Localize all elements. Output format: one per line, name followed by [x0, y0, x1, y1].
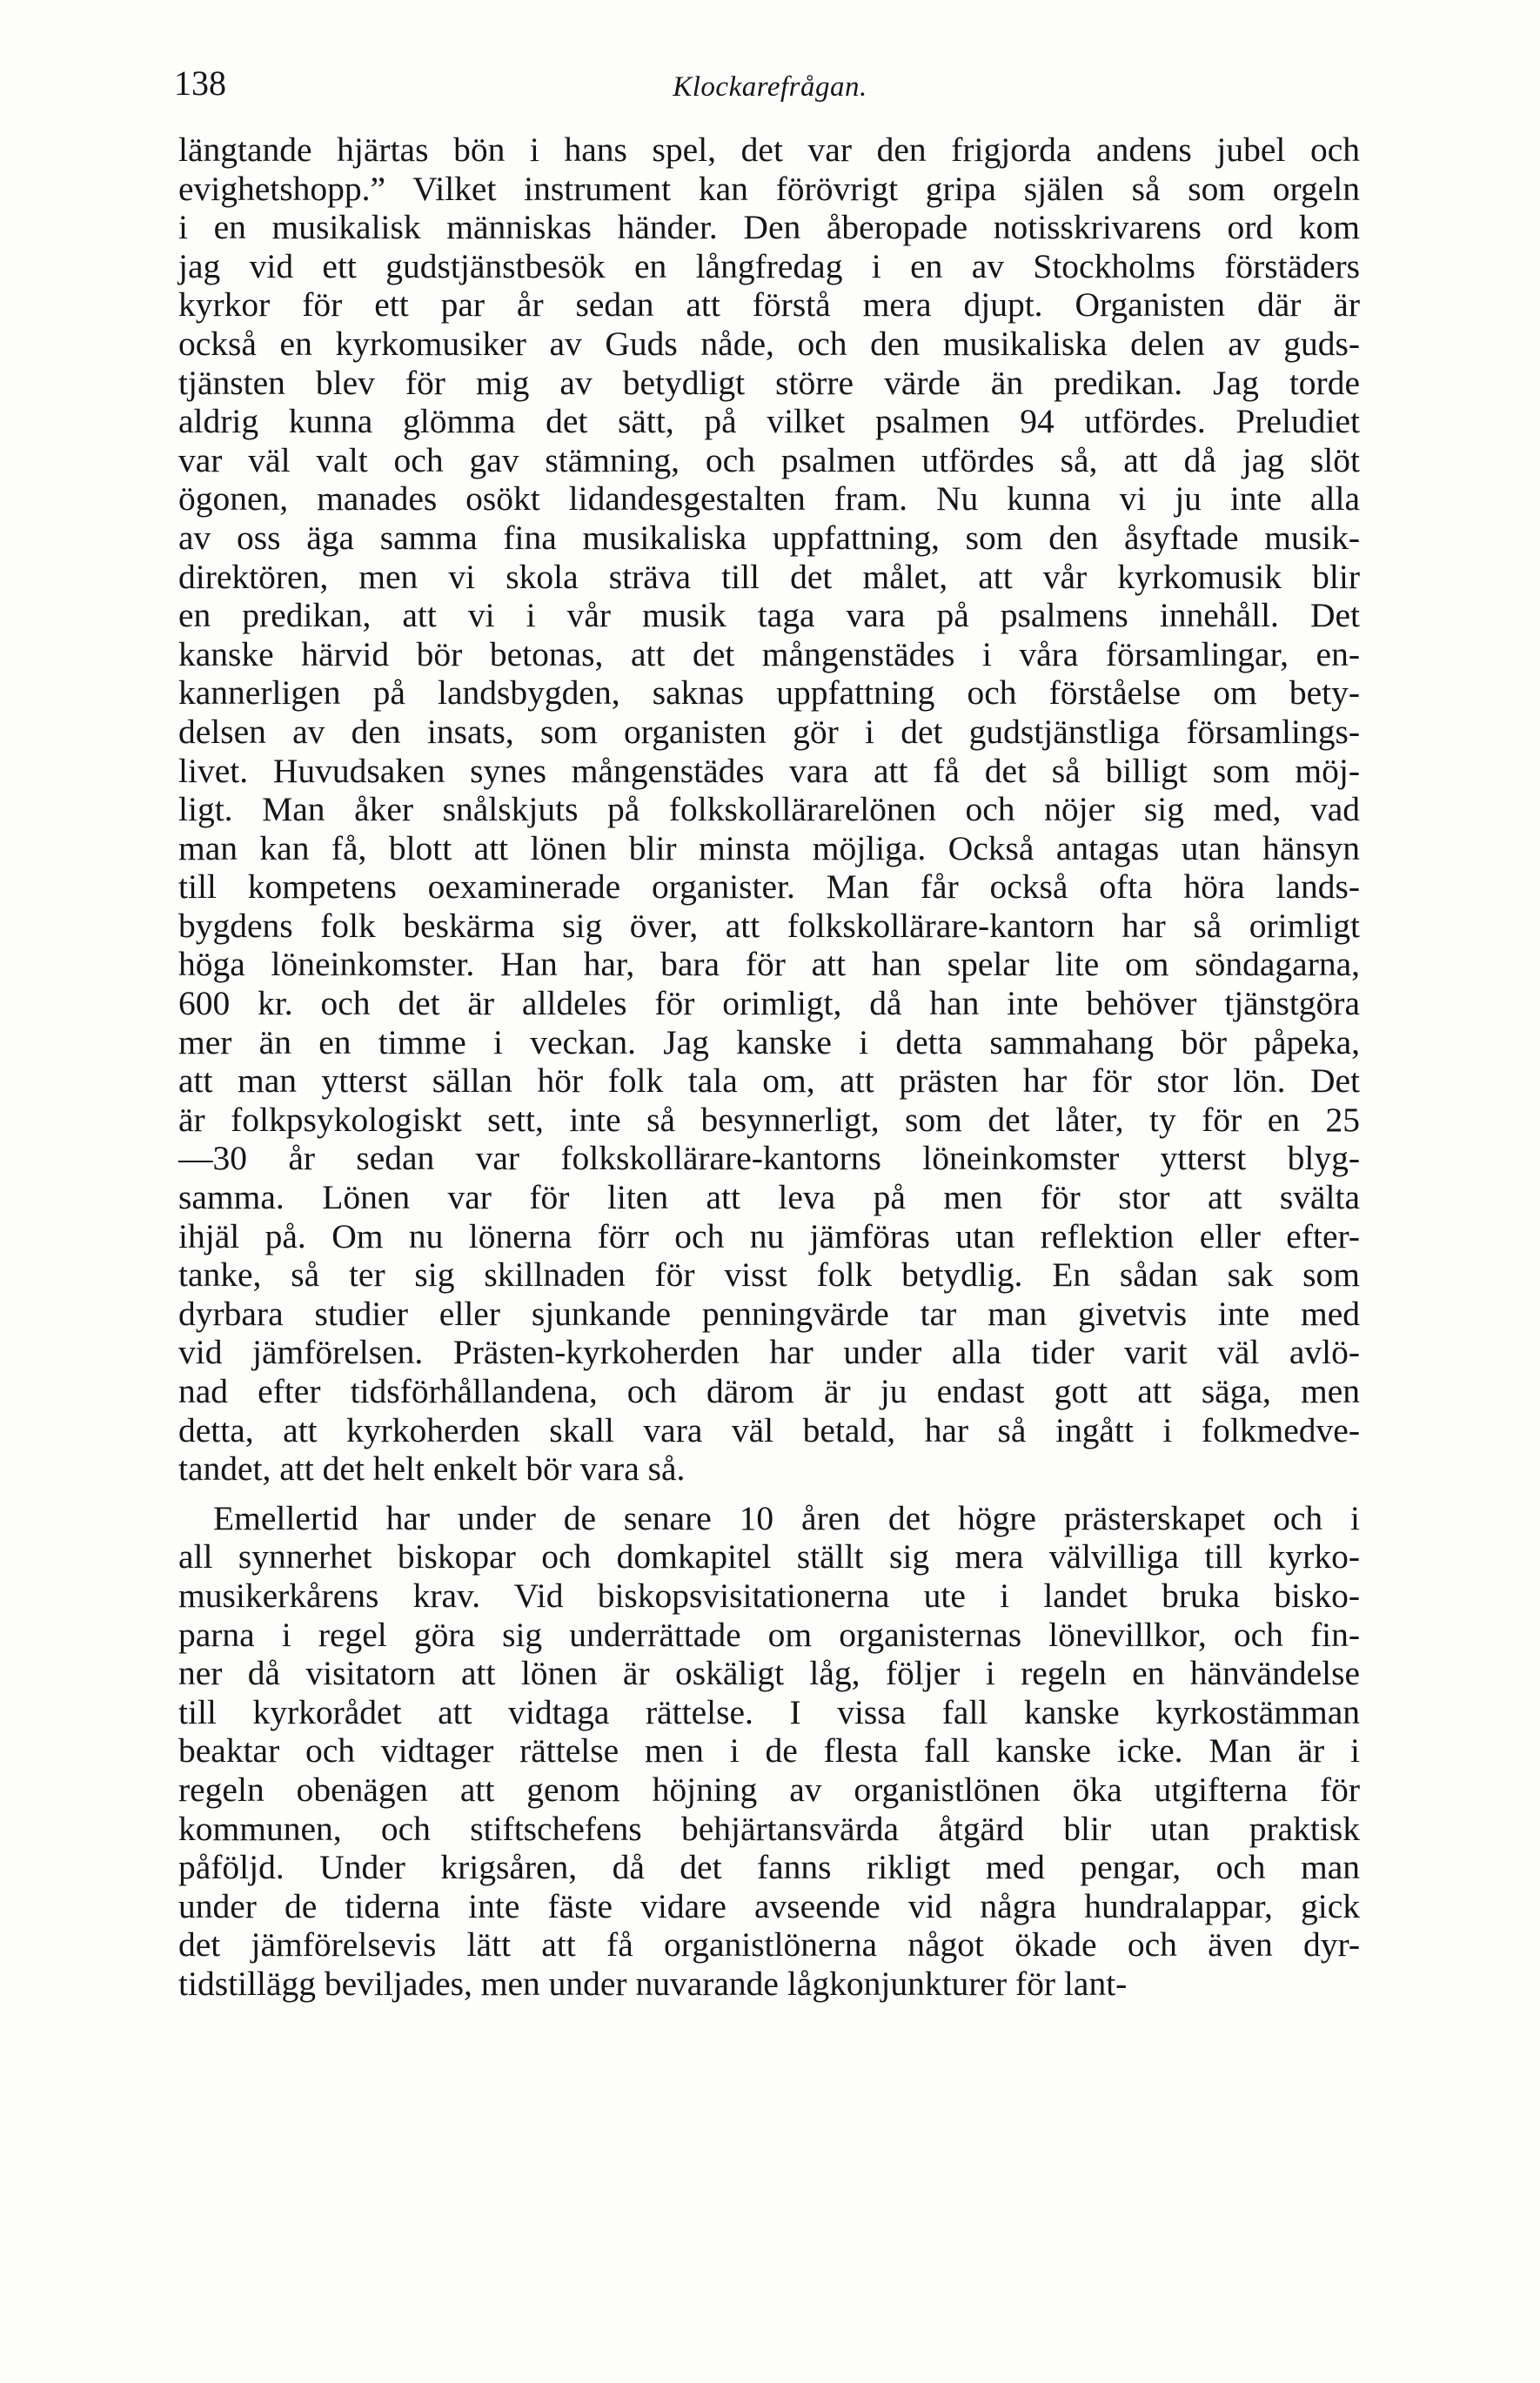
text-line: musikerkårens krav. Vid biskopsvisitationerna ute i landet bruka bisko-	[178, 1576, 1360, 1615]
text-line: dyrbara studier eller sjunkande penningvärde tar man givetvis inte med	[178, 1294, 1360, 1333]
text-line: under de tiderna inte fäste vidare avseende vid några hundralappar, gick	[178, 1886, 1360, 1925]
text-line: kannerligen på landsbygden, saknas uppfattning och förståelse om bety-	[178, 673, 1360, 713]
text-line: vid jämförelsen. Prästen-kyrkoherden har under alla tider varit väl avlö-	[178, 1333, 1360, 1372]
text-line: var väl valt och gav stämning, och psalmen utfördes så, att då jag slöt	[178, 440, 1360, 479]
text-line: av oss äga samma fina musikaliska uppfattning, som den åsyftade musik-	[178, 518, 1360, 557]
text-line: ögonen, manades osökt lidandesgestalten fram. Nu kunna vi ju inte alla	[178, 479, 1360, 519]
text-line: tidstillägg beviljades, men under nuvarande lågkonjunkturer för lant-	[178, 1964, 1128, 2003]
text-line: livet. Huvudsaken synes mångenstädes vara att få det så billigt som möj-	[178, 751, 1360, 790]
text-line: ligt. Man åker snålskjuts på folkskollärarelönen och nöjer sig med, vad	[178, 790, 1360, 829]
text-line: tandet, att det helt enkelt bör vara så.	[178, 1449, 686, 1489]
text-line: direktören, men vi skola sträva till det målet, att vår kyrkomusik blir	[178, 557, 1360, 596]
text-line: till kyrkorådet att vidtaga rättelse. I vissa fall kanske kyrkostämman	[178, 1692, 1360, 1731]
text-line: ihjäl på. Om nu lönerna förr och nu jämföras utan reflektion eller efter-	[178, 1216, 1360, 1255]
text-line: detta, att kyrkoherden skall vara väl betald, har så ingått i folkmedve-	[178, 1410, 1360, 1449]
text-line: Emellertid har under de senare 10 åren det högre prästerskapet och i	[213, 1498, 1360, 1537]
text-line: 600 kr. och det är alldeles för orimligt, då han inte behöver tjänstgöra	[178, 984, 1360, 1023]
paragraph-2	[178, 1499, 1360, 2004]
text-line: aldrig kunna glömma det sätt, på vilket psalmen 94 utfördes. Preludiet	[178, 402, 1360, 441]
text-line: —30 år sedan var folkskollärare-kantorns löneinkomster ytterst blyg-	[178, 1139, 1360, 1178]
text-line: man kan få, blott att lönen blir minsta möjliga. Också antagas utan hänsyn	[178, 828, 1360, 867]
text-line: till kompetens oexaminerade organister. Man får också ofta höra lands-	[178, 867, 1360, 907]
text-line: längtande hjärtas bön i hans spel, det var den frigjorda andens jubel och	[178, 131, 1360, 169]
text-line: kommunen, och stiftschefens behjärtansvärda åtgärd blir utan praktisk	[178, 1809, 1360, 1848]
text-line: delsen av den insats, som organisten gör i det gudstjänstliga församlings-	[178, 712, 1360, 751]
text-line: påföljd. Under krigsåren, då det fanns rikligt med pengar, och man	[178, 1848, 1360, 1887]
text-line: kyrkor för ett par år sedan att förstå mera djupt. Organisten där är	[178, 285, 1360, 325]
text-line: är folkpsykologiskt sett, inte så besynnerligt, som det låter, ty för en 25	[178, 1100, 1360, 1139]
paragraph-1	[178, 131, 1360, 1489]
text-line: att man ytterst sällan hör folk tala om, att prästen har för stor lön. Det	[178, 1061, 1360, 1101]
text-line: jag vid ett gudstjänstbesök en långfredag i en av Stockholms förstäders	[178, 246, 1360, 285]
running-title: Klockarefrågan.	[673, 71, 867, 103]
text-line: i en musikalisk människas händer. Den åberopade notisskrivarens ord kom	[178, 208, 1360, 247]
text-line: höga löneinkomster. Han har, bara för att han spelar lite om söndagarna,	[178, 945, 1360, 984]
text-line: samma. Lönen var för liten att leva på men för stor att svälta	[178, 1178, 1360, 1217]
page-number: 138	[174, 64, 226, 103]
body-text	[178, 131, 1360, 2004]
text-line: nad efter tidsförhållandena, och därom är ju endast gott att säga, men	[178, 1372, 1360, 1410]
text-line: tanke, så ter sig skillnaden för visst folk betydlig. En sådan sak som	[178, 1255, 1360, 1295]
text-line: parna i regel göra sig underrättade om organisternas lönevillkor, och fin-	[178, 1615, 1360, 1654]
text-line: evighetshopp.” Vilket instrument kan förövrigt gripa själen så som orgeln	[178, 169, 1360, 208]
text-line: all synnerhet biskopar och domkapitel ställt sig mera välvilliga till kyrko-	[178, 1537, 1360, 1576]
text-line: också en kyrkomusiker av Guds nåde, och den musikaliska delen av guds-	[178, 324, 1360, 363]
text-line: bygdens folk beskärma sig över, att folkskollärare-kantorn har så orimligt	[178, 906, 1360, 945]
text-line: tjänsten blev för mig av betydligt större värde än predikan. Jag torde	[178, 363, 1360, 402]
text-line: det jämförelsevis lätt att få organistlönerna något ökade och även dyr-	[178, 1925, 1360, 1965]
text-line: beaktar och vidtager rättelse men i de flesta fall kanske icke. Man är i	[178, 1731, 1360, 1771]
running-head	[174, 61, 1366, 113]
text-line: mer än en timme i veckan. Jag kanske i detta sammahang bör påpeka,	[178, 1022, 1360, 1061]
text-line: en predikan, att vi i vår musik taga vara på psalmens innehåll. Det	[178, 596, 1360, 635]
text-line: regeln obenägen att genom höjning av organistlönen öka utgifterna för	[178, 1770, 1360, 1809]
text-line: ner då visitatorn att lönen är oskäligt låg, följer i regeln en hänvändelse	[178, 1654, 1360, 1693]
text-line: kanske härvid bör betonas, att det mångenstädes i våra församlingar, en-	[178, 634, 1360, 673]
